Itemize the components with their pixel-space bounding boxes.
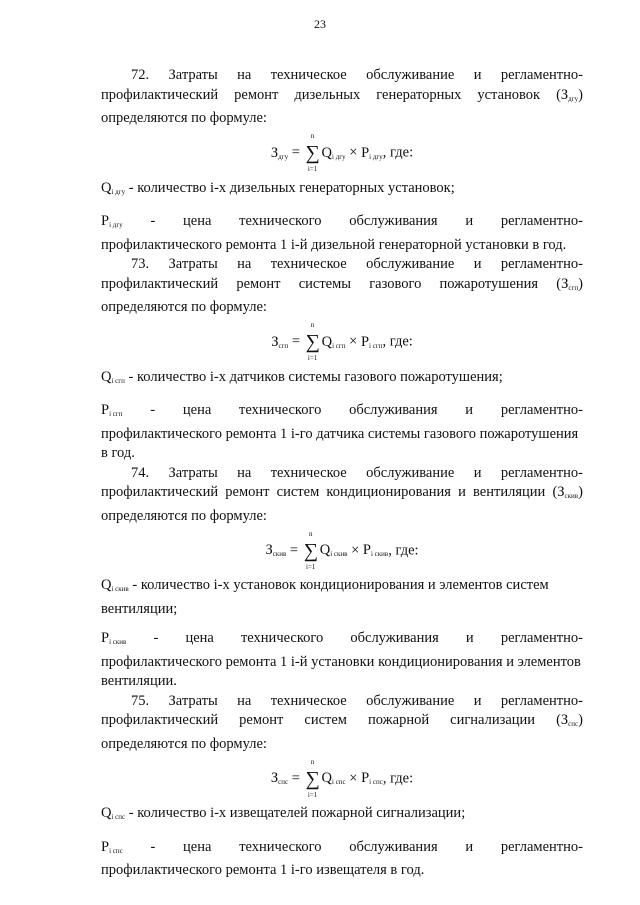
p-definition-word: регламентно- <box>500 402 583 418</box>
section-number: 74. <box>131 464 150 481</box>
sum-lower-limit: i=1 <box>306 562 316 571</box>
q-definition <box>101 576 583 619</box>
p-definition-word: - <box>150 402 156 418</box>
p-definition-symbol <box>101 212 123 236</box>
section-74 <box>101 464 583 692</box>
q-definition <box>101 179 583 203</box>
section-intro-word: на <box>237 256 252 272</box>
sum-operator <box>305 132 320 174</box>
formula-tail: , где: <box>382 144 414 161</box>
p-definition-word: - <box>150 213 156 229</box>
section-intro-word: регламентно- <box>500 464 583 481</box>
section-intro-word: газового <box>369 275 422 292</box>
p-definition-symbol-symbol: P <box>101 213 110 229</box>
formula-p <box>361 145 383 161</box>
cost-symbol-subscript: скив <box>564 492 579 500</box>
section-73 <box>101 255 583 464</box>
section-intro-word: обслуживание <box>366 692 455 709</box>
section-75 <box>101 692 583 881</box>
cost-symbol <box>557 484 578 500</box>
section-intro-word: систем <box>276 484 320 500</box>
q-definition-text: - количество i-х установок кондиционирования и элементов систем вентиляции; <box>101 577 549 617</box>
section-intro-word: ремонт <box>236 275 281 292</box>
formula-equals: = <box>288 770 304 786</box>
section-intro-line-2 <box>101 275 583 299</box>
p-definition-symbol-symbol: P <box>101 402 110 418</box>
formula <box>101 756 583 800</box>
section-number: 73. <box>131 256 150 272</box>
p-definition-line <box>101 401 583 425</box>
section-intro-line-2 <box>101 86 583 110</box>
cost-symbol-subscript: сгп <box>568 283 579 292</box>
section-intro-word: и <box>473 464 482 481</box>
section-intro-word: на <box>237 67 252 83</box>
section-intro-word: профилактический <box>101 86 219 103</box>
section-intro-word: и <box>473 692 482 709</box>
p-definition-symbol-subscript: i спс <box>109 846 123 855</box>
cost-symbol-subscript: дгу <box>568 94 579 103</box>
section-intro-word: техническое <box>270 692 347 709</box>
section-intro-word: техническое <box>270 67 347 83</box>
formula-lhs-subscript: дгу <box>278 152 289 161</box>
formula-lhs <box>271 334 288 350</box>
formula-p-symbol: P <box>361 770 370 786</box>
section-intro-word: вентиляции <box>473 484 546 500</box>
p-definition-symbol <box>101 838 123 862</box>
p-definition-symbol-symbol: P <box>101 630 110 646</box>
formula-q <box>320 542 348 558</box>
section-intro-word: техническое <box>270 256 347 272</box>
p-definition-symbol <box>101 401 123 425</box>
p-definition-word: регламентно- <box>500 838 583 855</box>
p-definition-word: регламентно- <box>500 630 583 646</box>
section-intro-word: профилактический <box>101 275 219 292</box>
formula-equals: = <box>286 542 302 558</box>
section-symbol: $(З_{сгп})$ <box>556 275 583 292</box>
formula-lhs <box>271 770 288 786</box>
p-definition-word: технического <box>239 838 322 855</box>
q-definition-text: - количество i-х датчиков системы газового пожаротушения; <box>124 368 503 385</box>
sum-lower-limit: i=1 <box>307 790 318 799</box>
p-definition-line <box>101 212 583 236</box>
p-definition-word: технического <box>240 630 324 646</box>
formula-p-symbol: P <box>360 333 370 350</box>
q-definition-symbol <box>101 577 129 593</box>
section-intro-word: дизельных <box>294 86 361 103</box>
p-definition-continued: профилактического ремонта 1 i-го датчика системы газового пожаротушения в год. <box>101 425 579 461</box>
q-definition-symbol-subscript: i дгу <box>111 187 126 196</box>
section-intro-word: пожаротушения <box>439 275 539 292</box>
p-definition-symbol <box>101 629 126 653</box>
section-intro-word: Затраты <box>168 67 218 83</box>
formula-p-subscript: i сгп <box>369 341 383 350</box>
formula-q-symbol: Q <box>321 144 332 161</box>
formula-q <box>322 145 346 161</box>
section-intro-line <box>101 692 583 712</box>
section-intro-word: профилактический <box>101 712 219 728</box>
spacer <box>101 828 583 838</box>
sum-upper-limit: n <box>310 757 315 766</box>
formula-lhs-subscript: скив <box>272 550 287 558</box>
section-intro-line-3: определяются по формуле: <box>101 110 267 126</box>
q-definition-text: - количество i-х извещателей пожарной сигнализации; <box>125 805 466 821</box>
formula-expression <box>270 757 414 799</box>
formula-p-symbol: P <box>361 144 370 161</box>
formula-q-subscript: i скив <box>330 550 348 558</box>
sigma-symbol: ∑ <box>303 539 318 562</box>
section-symbol: $(З_{скив})$ <box>552 484 583 500</box>
sum-operator <box>303 529 318 571</box>
section-intro-word: Затраты <box>168 256 218 272</box>
formula-times: × <box>345 144 362 161</box>
section-symbol: $(З_{спс})$ <box>556 712 583 728</box>
section-intro-word: обслуживание <box>366 67 455 83</box>
cost-symbol <box>561 87 578 103</box>
section-intro-line-2 <box>101 483 583 507</box>
cost-symbol <box>561 276 578 292</box>
sigma-symbol: ∑ <box>305 142 320 165</box>
formula-p-subscript: i скив <box>370 550 389 558</box>
q-definition-symbol-subscript: i спс <box>111 813 126 821</box>
section-intro-line <box>101 255 583 275</box>
p-definition-symbol-subscript: i дгу <box>109 221 123 229</box>
formula-q <box>322 334 346 350</box>
p-definition-word: обслуживания <box>349 213 438 229</box>
q-definition-symbol <box>101 805 125 821</box>
section-symbol: $(З_{дгу})$ <box>556 86 583 103</box>
cost-symbol-symbol: З <box>560 712 569 728</box>
sum-lower-limit: i=1 <box>307 354 318 363</box>
section-intro-word: и <box>458 484 466 500</box>
q-definition <box>101 804 583 828</box>
cost-symbol-symbol: З <box>561 275 569 292</box>
formula-p <box>363 542 388 558</box>
spacer <box>101 619 583 629</box>
section-72 <box>101 66 583 255</box>
section-intro-word: обслуживание <box>366 464 455 481</box>
spacer <box>101 391 583 401</box>
section-intro-line-2 <box>101 711 583 735</box>
section-intro-line-3: определяются по формуле: <box>101 299 267 315</box>
p-definition-word: - <box>153 630 159 646</box>
section-intro-word: на <box>237 692 252 709</box>
formula <box>101 320 583 364</box>
formula-expression <box>265 529 419 571</box>
section-intro-word: ремонт <box>225 484 270 500</box>
q-definition-symbol-symbol: Q <box>101 179 112 196</box>
sum-operator <box>305 321 320 363</box>
q-definition <box>101 368 583 392</box>
cost-symbol <box>561 712 578 728</box>
p-definition-symbol-subscript: i сгп <box>109 410 123 418</box>
sum-upper-limit: n <box>310 321 315 330</box>
formula-p <box>361 770 383 786</box>
section-intro-word: сигнализации <box>450 712 536 728</box>
formula-lhs <box>271 145 288 161</box>
section-intro-word: профилактический <box>101 484 219 500</box>
p-definition-word: и <box>465 402 474 418</box>
formula-lhs-symbol: З <box>270 770 279 786</box>
section-intro-word: и <box>473 67 482 83</box>
section-number: 75. <box>131 692 150 709</box>
section-intro-word: Затраты <box>168 464 218 481</box>
section-intro-word: регламентно- <box>500 692 583 709</box>
formula-lhs-symbol: З <box>270 144 279 161</box>
formula-expression <box>270 132 414 174</box>
formula-lhs-symbol: З <box>271 333 279 350</box>
p-definition-word: обслуживания <box>349 402 438 418</box>
formula-q-symbol: Q <box>321 770 332 786</box>
p-definition-continued: профилактического ремонта 1 i-й дизельной генераторной установки в год. <box>101 236 567 253</box>
document-body <box>101 66 583 881</box>
section-intro-line-3: определяются по формуле: <box>101 735 267 752</box>
p-definition-word: обслуживания <box>349 838 438 855</box>
p-definition-word: цена <box>182 402 212 418</box>
p-definition-word: и <box>465 838 474 855</box>
formula-expression <box>271 321 413 363</box>
q-definition-symbol <box>101 180 125 196</box>
p-definition-word: регламентно- <box>500 213 583 229</box>
q-definition-symbol-subscript: i скив <box>111 585 129 593</box>
q-definition-symbol-symbol: Q <box>101 805 112 821</box>
p-definition-symbol-symbol: P <box>101 838 110 855</box>
section-intro-word: установок <box>477 86 541 103</box>
cost-symbol-subscript: спс <box>568 720 579 728</box>
spacer <box>101 202 583 212</box>
formula-q <box>322 770 346 786</box>
formula-q-symbol: Q <box>321 333 333 350</box>
formula-lhs-symbol: З <box>265 542 273 558</box>
formula-times: × <box>345 333 361 350</box>
section-intro-word: пожарной <box>368 712 430 728</box>
sum-lower-limit: i=1 <box>307 165 318 174</box>
formula-lhs-subscript: сгп <box>278 341 289 350</box>
section-intro-line <box>101 66 583 86</box>
formula-p-subscript: i спс <box>369 778 383 786</box>
formula-tail: , где: <box>382 333 413 350</box>
formula-tail: , где: <box>382 770 414 786</box>
section-intro-word: регламентно- <box>500 67 583 83</box>
p-definition-line <box>101 838 583 862</box>
section-intro-word: регламентно- <box>500 256 583 272</box>
p-definition-word: и <box>465 630 474 646</box>
p-definition-word: цена <box>185 630 214 646</box>
formula-q-subscript: i сгп <box>332 341 346 350</box>
p-definition-word: цена <box>183 213 212 229</box>
sigma-symbol: ∑ <box>305 767 320 790</box>
formula-tail: , где: <box>388 542 419 558</box>
p-definition-continued: профилактического ремонта 1 i-го извещателя в год. <box>101 862 425 878</box>
p-definition-word: технического <box>239 402 322 418</box>
formula-p-symbol: P <box>362 542 371 558</box>
section-intro-word: на <box>237 464 252 481</box>
section-intro-word: ремонт <box>234 86 279 103</box>
section-intro-word: ремонт <box>239 712 284 728</box>
formula-q-subscript: i дгу <box>332 152 346 161</box>
formula-times: × <box>347 542 363 558</box>
formula-q-symbol: Q <box>319 542 331 558</box>
q-definition-symbol-subscript: i сгп <box>111 376 125 385</box>
cost-symbol-symbol: З <box>557 484 565 500</box>
q-definition-symbol <box>101 369 125 385</box>
formula-p-subscript: i дгу <box>369 152 383 161</box>
section-number: 72. <box>131 67 150 83</box>
p-definition-word: и <box>465 213 474 229</box>
section-intro-word: Затраты <box>168 692 218 709</box>
section-intro-word: и <box>473 256 482 272</box>
p-definition-symbol-subscript: i скив <box>109 638 127 646</box>
section-intro-word: системы <box>298 275 352 292</box>
formula <box>101 131 583 175</box>
section-intro-word: генераторных <box>376 86 462 103</box>
p-definition-line <box>101 629 583 653</box>
section-intro-word: кондиционирования <box>326 484 451 500</box>
formula-equals: = <box>288 144 304 161</box>
formula-lhs <box>265 542 286 558</box>
q-definition-symbol-symbol: Q <box>101 368 112 385</box>
sum-upper-limit: n <box>308 529 313 538</box>
p-definition-word: цена <box>183 838 212 855</box>
p-definition-continued: профилактического ремонта 1 i-й установки кондиционирования и элементов вентиляции. <box>101 653 581 689</box>
sum-operator <box>305 757 320 799</box>
formula-p <box>361 334 383 350</box>
p-definition-word: - <box>150 838 156 855</box>
formula-lhs-subscript: спс <box>278 778 289 786</box>
sum-upper-limit: n <box>310 132 315 141</box>
q-definition-text: - количество i-х дизельных генераторных установок; <box>125 179 455 196</box>
q-definition-symbol-symbol: Q <box>101 577 112 593</box>
formula <box>101 528 583 572</box>
section-intro-word: техническое <box>270 464 347 481</box>
formula-times: × <box>345 770 362 786</box>
section-intro-line <box>101 464 583 484</box>
formula-equals: = <box>288 333 304 350</box>
p-definition-word: обслуживания <box>350 630 439 646</box>
sigma-symbol: ∑ <box>305 331 320 354</box>
section-intro-word: систем <box>304 712 347 728</box>
formula-q-subscript: i спс <box>332 778 346 786</box>
page-number: 23 <box>314 17 326 31</box>
cost-symbol-symbol: З <box>560 86 569 103</box>
section-intro-line-3: определяются по формуле: <box>101 507 267 524</box>
section-intro-word: обслуживание <box>366 256 455 272</box>
p-definition-word: технического <box>239 213 322 229</box>
